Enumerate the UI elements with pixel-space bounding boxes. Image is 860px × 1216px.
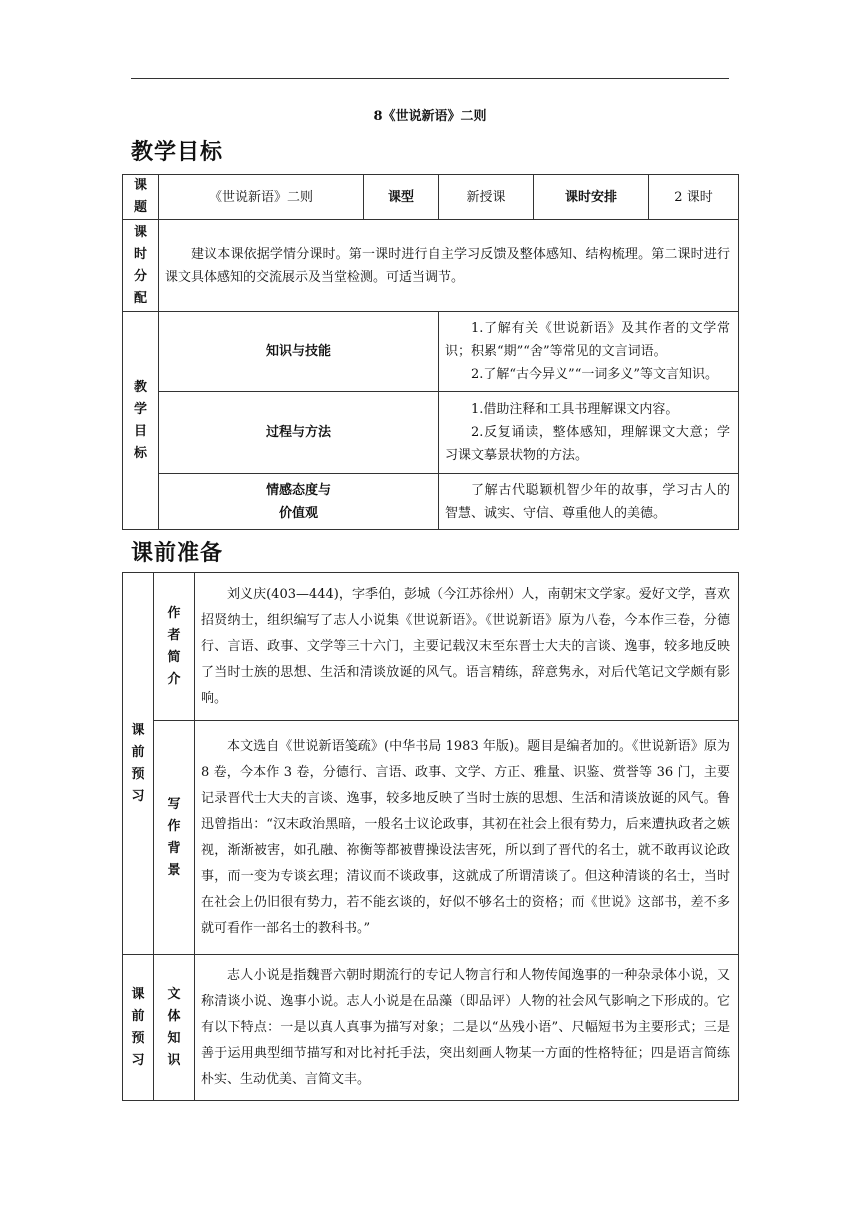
knowledge-label: 知识与技能 [159, 312, 439, 392]
author-text: 刘义庆(403—444)，字季伯，彭城（今江苏徐州）人，南朝宋文学家。爱好文学，喜欢招贤纳士，组织编写了志人小说集《世说新语》。《世说新语》原为八卷，今本作三卷，分德行、言语、政事、文学等三十六门，主要记载汉末至东晋士大夫的言谈、逸事，较多地反映了当时士族的思想、生活和清谈放诞的风气。语言精练，辞意隽永，对后代笔记文学颇有影响。 [195, 573, 739, 721]
process-label: 过程与方法 [159, 392, 439, 474]
emotion-text: 了解古代聪颖机智少年的故事，学习古人的智慧、诚实、守信、尊重他人的美德。 [439, 474, 739, 530]
process-row [123, 392, 739, 474]
preview-label-2: 课 前 预 习 [123, 955, 154, 1101]
emotion-row [123, 474, 739, 530]
allocation-row [123, 220, 739, 312]
author-label: 作 者 简 介 [154, 573, 195, 721]
hours-label: 课时安排 [534, 175, 649, 220]
genre-text: 志人小说是指魏晋六朝时期流行的专记人物言行和人物传闻逸事的一种杂录体小说，又称清谈小说、逸事小说。志人小说是在品藻（即品评）人物的社会风气影响之下形成的。它有以下特点：一是以真人真事为描写对象；二是以“丛残小语”、尺幅短书为主要形式；三是善于运用典型细节描写和对比衬托手法，突出刻画人物某一方面的性格特征；四是语言简练朴实、生动优美、言简文丰。 [195, 955, 739, 1101]
header-rule [131, 78, 729, 79]
topic-value: 《世说新语》二则 [159, 175, 364, 220]
preview-label: 课 前 预 习 [123, 573, 154, 955]
background-label: 写 作 背 景 [154, 721, 195, 955]
section-heading-prep: 课前准备 [131, 541, 224, 566]
genre-label: 文 体 知 识 [154, 955, 195, 1101]
type-label: 课型 [364, 175, 439, 220]
section-heading-goals: 教学目标 [131, 140, 224, 165]
hours-value: 2 课时 [649, 175, 739, 220]
topic-label: 课 题 [123, 175, 159, 220]
topic-row [123, 175, 739, 220]
background-row [123, 721, 739, 955]
knowledge-row [123, 312, 739, 392]
lesson-info-table [122, 174, 739, 530]
allocation-label: 课 时 分 配 [123, 220, 159, 312]
process-text: 1.借助注释和工具书理解课文内容。 2.反复诵读，整体感知，理解课文大意；学习课文摹景状物的方法。 [439, 392, 739, 474]
knowledge-text: 1.了解有关《世说新语》及其作者的文学常识；积累“期”“舍”等常见的文言词语。 2.了解“古今异义”“一词多义”等文言知识。 [439, 312, 739, 392]
type-value: 新授课 [439, 175, 534, 220]
preparation-table [122, 572, 739, 1101]
allocation-text: 建议本课依据学情分课时。第一课时进行自主学习反馈及整体感知、结构梳理。第二课时进行课文具体感知的交流展示及当堂检测。可适当调节。 [159, 220, 739, 312]
genre-row [123, 955, 739, 1101]
background-text: 本文选自《世说新语笺疏》(中华书局 1983 年版)。题目是编者加的。《世说新语》原为 8 卷，今本作 3 卷，分德行、言语、政事、文学、方正、雅量、识鉴、赏誉等 36 门，主要记录晋代士大夫的言谈、逸事，较多地反映了当时士族的思想、生活和清谈放诞的风气。鲁迅曾指出：“汉末政治黑暗，一般名士议论政事，其初在社会上很有势力，后来遭执政者之嫉视，渐渐被害，如孔融、祢衡等都被曹操设法害死，所以到了晋代的名士，就不敢再议论政事，而一变为专谈玄理；清议而不谈政事，这就成了所谓清谈了。但这种清谈的名士，当时在社会上仍旧很有势力，若不能玄谈的，好似不够名士的资格；而《世说》这部书，差不多就可看作一部名士的教科书。” [195, 721, 739, 955]
emotion-label: 情感态度与 价值观 [159, 474, 439, 530]
lesson-title: 8《世说新语》二则 [373, 109, 487, 124]
author-row [123, 573, 739, 721]
goals-label: 教 学 目 标 [123, 312, 159, 530]
